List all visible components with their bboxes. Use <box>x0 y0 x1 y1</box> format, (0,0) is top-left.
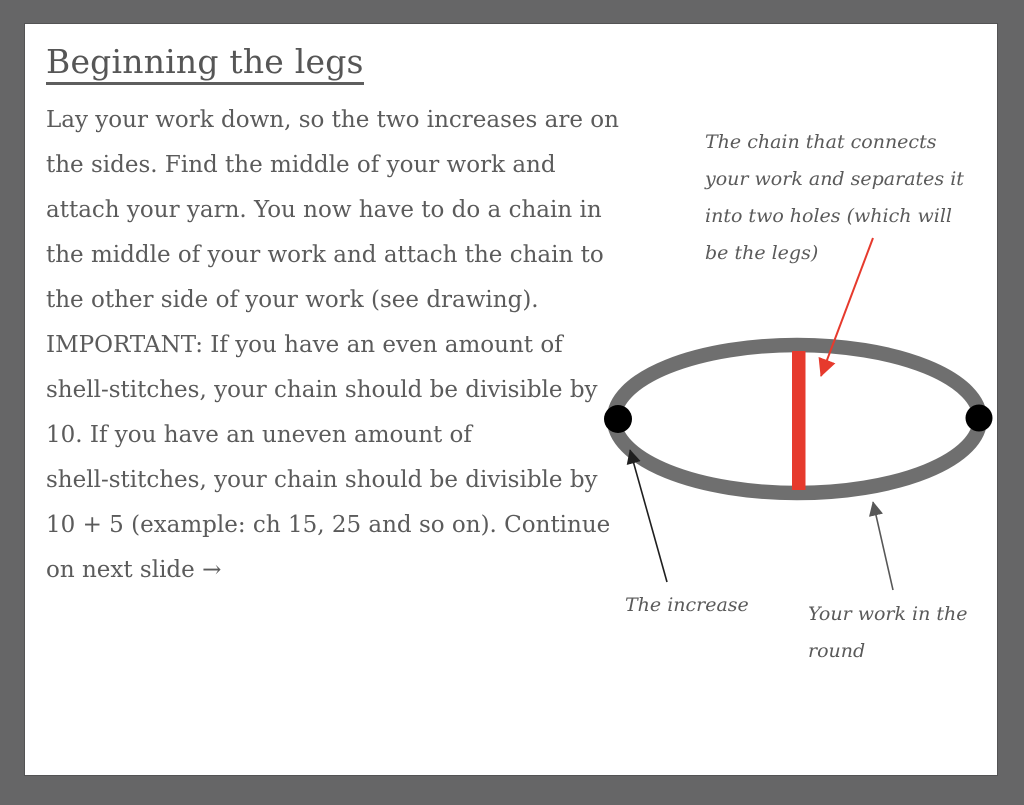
paragraph-line: 10 + 5 (example: ch 15, 25 and so on). Continue <box>46 512 611 538</box>
chain-annotation-line: into two holes (which will <box>705 205 952 227</box>
chain-annotation <box>705 124 964 272</box>
chain-annotation-line: be the legs) <box>705 242 819 264</box>
paragraph-line: 10. If you have an uneven amount of <box>46 422 472 448</box>
increase-dot-left <box>604 405 632 433</box>
chain-bar <box>792 351 806 490</box>
work-in-round-label <box>808 596 968 670</box>
paragraph-line: shell-stitches, your chain should be divisible by <box>46 467 598 493</box>
paragraph-line: attach your yarn. You now have to do a chain in <box>46 197 602 223</box>
increase-dot-right <box>966 405 993 432</box>
paragraph-line: the middle of your work and attach the chain to <box>46 242 604 268</box>
paragraph-line: shell-stitches, your chain should be divisible by <box>46 377 598 403</box>
chain-annotation-line: The chain that connects <box>705 131 937 153</box>
work-label-line: Your work in the <box>808 603 968 625</box>
slide-panel <box>25 24 997 775</box>
paragraph-line: Lay your work down, so the two increases are on <box>46 107 619 133</box>
paragraph-line: IMPORTANT: If you have an even amount of <box>46 332 563 358</box>
paragraph-line: the sides. Find the middle of your work and <box>46 152 556 178</box>
work-label-line: round <box>808 640 866 662</box>
page-title-text: Beginning the legs <box>46 42 364 85</box>
increase-label: The increase <box>625 594 749 616</box>
work-arrow <box>873 502 893 590</box>
paragraph-line: on next slide → <box>46 557 222 583</box>
chain-annotation-line: your work and separates it <box>705 168 964 190</box>
paragraph-line: the other side of your work (see drawing). <box>46 287 539 313</box>
